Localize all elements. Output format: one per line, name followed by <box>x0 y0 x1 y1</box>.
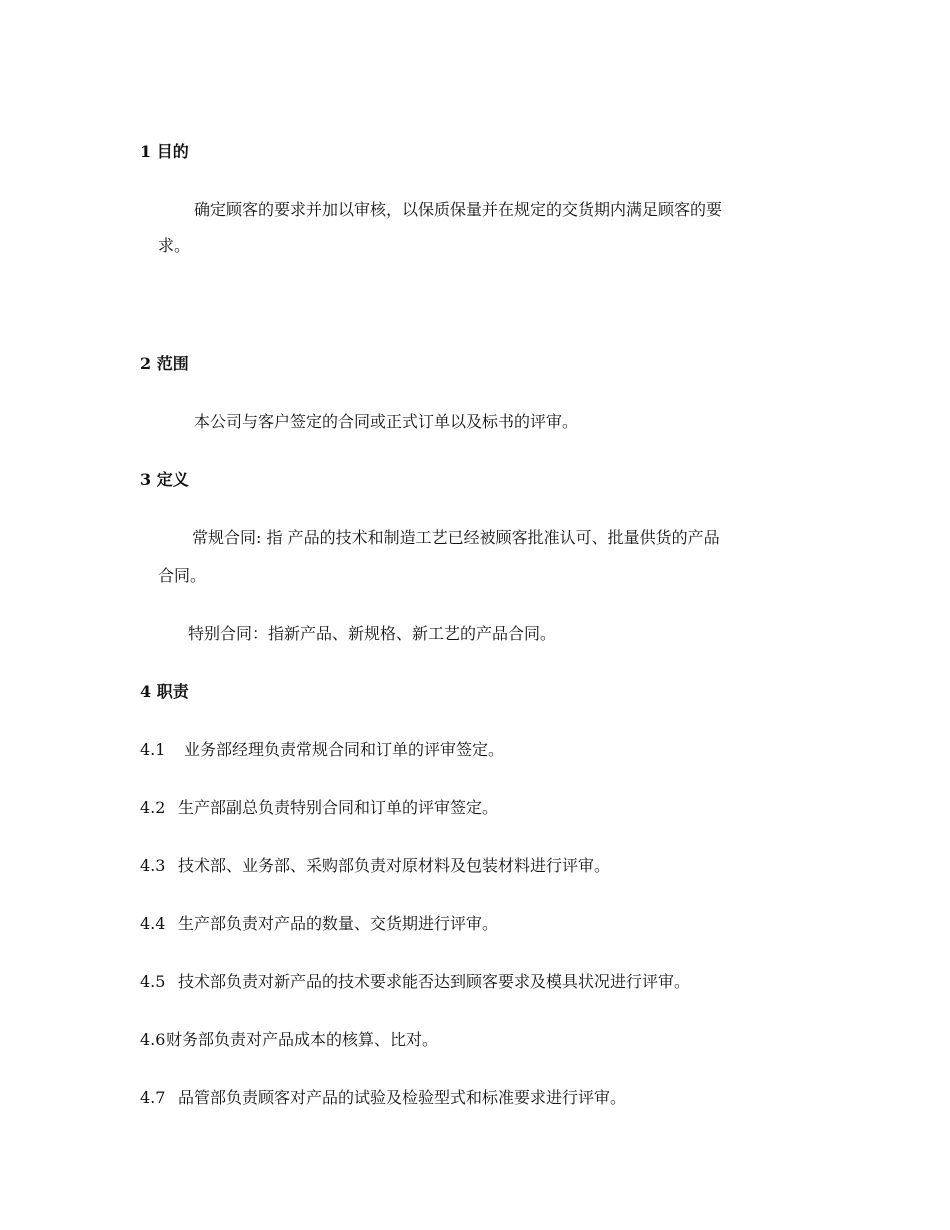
scope-text: 本公司与客户签定的合同或正式订单以及标书的评审。 <box>194 412 579 431</box>
list-item <box>140 1030 438 1050</box>
item-number: 4.2 <box>140 798 166 817</box>
section-heading-purpose: 1 目的 <box>140 142 189 161</box>
purpose-text-line1: 确定顾客的要求并加以审核，以保质保量并在规定的交货期内满足顾客的要 <box>194 200 723 219</box>
item-number: 4.3 <box>140 856 166 875</box>
definition-regular-line1: 常规合同: 指 产品的技术和制造工艺已经被顾客批准认可、批量供货的产品 <box>192 528 720 547</box>
item-text: 财务部负责对产品成本的核算、比对。 <box>166 1030 439 1049</box>
list-item <box>140 740 504 760</box>
item-number: 4.5 <box>140 972 166 991</box>
purpose-text-line2: 求。 <box>158 236 191 255</box>
item-text: 品管部负责顾客对产品的试验及检验型式和标准要求进行评审。 <box>178 1088 627 1107</box>
list-item <box>140 972 690 992</box>
item-number: 4.7 <box>140 1088 166 1107</box>
item-number: 4.4 <box>140 914 166 933</box>
section-heading-responsibilities: 4 职责 <box>140 682 189 701</box>
item-text: 生产部负责对产品的数量、交货期进行评审。 <box>178 914 499 933</box>
section-heading-definitions: 3 定义 <box>140 470 189 489</box>
item-number: 4.1 <box>140 740 166 759</box>
item-text: 技术部负责对新产品的技术要求能否达到顾客要求及模具状况进行评审。 <box>178 972 691 991</box>
item-number: 4.6 <box>140 1030 166 1049</box>
item-text: 生产部副总负责特别合同和订单的评审签定。 <box>178 798 499 817</box>
item-text: 业务部经理负责常规合同和订单的评审签定。 <box>184 740 505 759</box>
item-text: 技术部、业务部、采购部负责对原材料及包装材料进行评审。 <box>178 856 611 875</box>
section-heading-scope: 2 范围 <box>140 354 189 373</box>
list-item <box>140 798 498 818</box>
list-item <box>140 1088 626 1108</box>
list-item <box>140 914 498 934</box>
definition-special: 特别合同：指新产品、新规格、新工艺的产品合同。 <box>188 624 557 643</box>
list-item <box>140 856 610 876</box>
definition-regular-line2: 合同。 <box>158 566 207 585</box>
